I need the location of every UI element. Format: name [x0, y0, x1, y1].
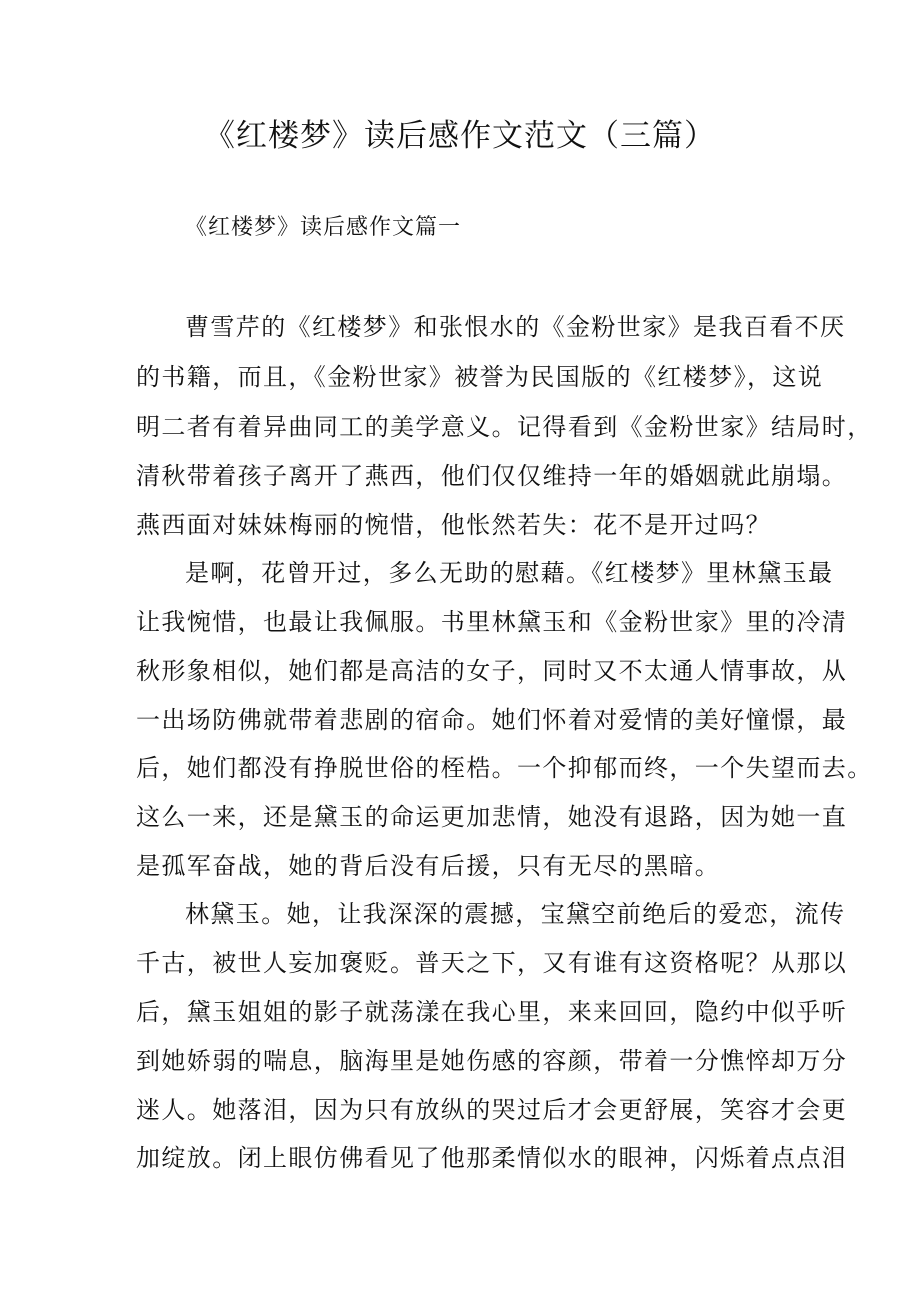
paragraph-line: 是啊，花曾开过，多么无助的慰藉。《红楼梦》里林黛玉最	[185, 559, 834, 587]
paragraph-line: 明二者有着异曲同工的美学意义。记得看到《金粉世家》结局时，	[136, 413, 873, 441]
paragraph-line: 的书籍，而且，《金粉世家》被誉为民国版的《红楼梦》，这说	[136, 363, 824, 391]
paragraph-line: 是孤军奋战，她的背后没有后援，只有无尽的黑暗。	[136, 852, 721, 880]
paragraph-line: 加绽放。闭上眼仿佛看见了他那柔情似水的眼神，闪烁着点点泪	[136, 1144, 848, 1172]
section-heading: 《红楼梦》读后感作文篇一	[185, 215, 462, 240]
paragraph-line: 迷人。她落泪，因为只有放纵的哭过后才会更舒展，笑容才会更	[136, 1096, 848, 1124]
paragraph-line: 千古，被世人妄加褒贬。普天之下，又有谁有这资格呢？从那以	[136, 949, 848, 977]
document-title: 《红楼梦》读后感作文范文（三篇）	[204, 118, 716, 154]
paragraph-line: 林黛玉。她，让我深深的震撼，宝黛空前绝后的爱恋，流传	[185, 900, 846, 928]
paragraph-line: 这么一来，还是黛玉的命运更加悲情，她没有退路，因为她一直	[136, 803, 848, 831]
paragraph-line: 后，她们都没有挣脱世俗的桎梏。一个抑郁而终，一个失望而去。	[136, 754, 873, 782]
paragraph-line: 后，黛玉姐姐的影子就荡漾在我心里，来来回回，隐约中似乎听	[136, 998, 848, 1026]
paragraph-line: 曹雪芹的《红楼梦》和张恨水的《金粉世家》是我百看不厌	[185, 313, 846, 341]
paragraph-line: 让我惋惜，也最让我佩服。书里林黛玉和《金粉世家》里的冷清	[136, 608, 848, 636]
paragraph-line: 秋形象相似，她们都是高洁的女子，同时又不太通人情事故，从	[136, 657, 848, 685]
paragraph-line: 燕西面对妹妹梅丽的惋惜，他怅然若失：花不是开过吗？	[136, 511, 771, 539]
paragraph-line: 一出场防佛就带着悲剧的宿命。她们怀着对爱情的美好憧憬，最	[136, 706, 848, 734]
paragraph-line: 到她娇弱的喘息，脑海里是她伤感的容颜，带着一分憔悴却万分	[136, 1047, 848, 1075]
paragraph-line: 清秋带着孩子离开了燕西，他们仅仅维持一年的婚姻就此崩塌。	[136, 462, 848, 490]
